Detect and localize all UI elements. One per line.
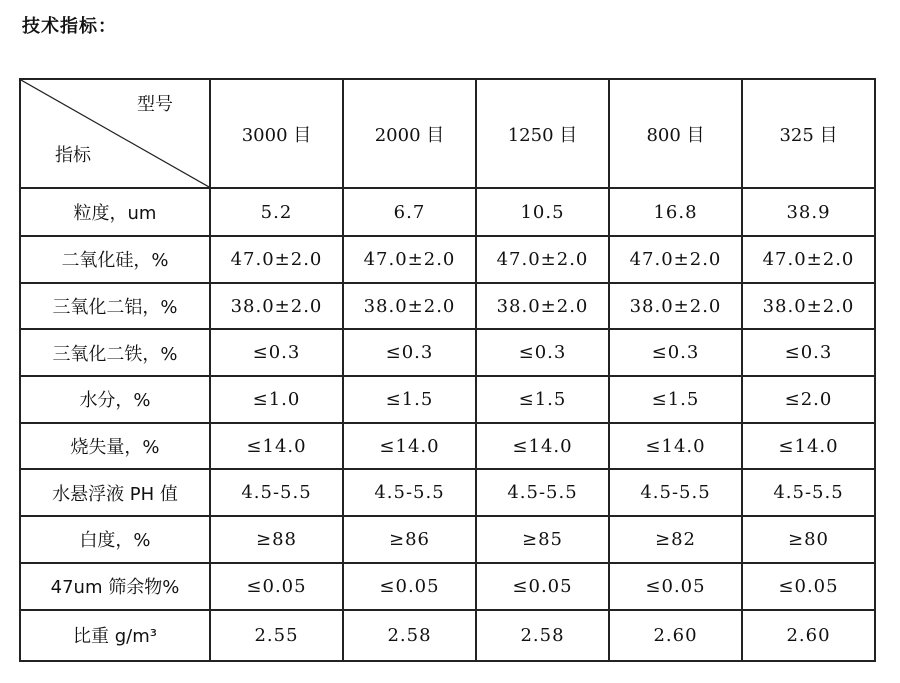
cell-value: ≤1.0 xyxy=(210,376,343,423)
cell-value: ≤14.0 xyxy=(343,423,476,470)
cell-value: 10.5 xyxy=(476,188,609,236)
cell-value: 16.8 xyxy=(609,188,742,236)
cell-value: 4.5-5.5 xyxy=(476,469,609,516)
cell-value: ≤0.05 xyxy=(210,563,343,610)
cell-value: 38.0±2.0 xyxy=(609,283,742,330)
table-row xyxy=(20,188,875,236)
model-header: 3000 目 xyxy=(210,79,343,188)
cell-value: 47.0±2.0 xyxy=(609,236,742,283)
corner-cell xyxy=(20,79,210,188)
model-header: 325 目 xyxy=(742,79,875,188)
cell-value: 5.2 xyxy=(210,188,343,236)
corner-label-model: 型号 xyxy=(137,94,173,115)
cell-value: ≤14.0 xyxy=(210,423,343,470)
cell-value: 47.0±2.0 xyxy=(210,236,343,283)
corner-label-index: 指标 xyxy=(55,145,91,166)
table-row xyxy=(20,469,875,516)
cell-value: ≤0.3 xyxy=(609,329,742,376)
row-label: 白度，% xyxy=(20,516,210,563)
cell-value: ≤0.05 xyxy=(476,563,609,610)
model-header: 800 目 xyxy=(609,79,742,188)
row-label: 粒度，um xyxy=(20,188,210,236)
table-row xyxy=(20,563,875,610)
cell-value: 2.60 xyxy=(742,610,875,661)
cell-value: 4.5-5.5 xyxy=(343,469,476,516)
cell-value: 47.0±2.0 xyxy=(343,236,476,283)
cell-value: ≤0.3 xyxy=(210,329,343,376)
cell-value: ≥82 xyxy=(609,516,742,563)
table-row xyxy=(20,236,875,283)
row-label: 水分，% xyxy=(20,376,210,423)
cell-value: 38.0±2.0 xyxy=(343,283,476,330)
cell-value: 38.0±2.0 xyxy=(476,283,609,330)
page-title: 技术指标： xyxy=(22,16,117,37)
cell-value: ≥88 xyxy=(210,516,343,563)
row-label: 47um 筛余物% xyxy=(20,563,210,610)
cell-value: ≤1.5 xyxy=(476,376,609,423)
table-row xyxy=(20,329,875,376)
cell-value: ≤0.3 xyxy=(742,329,875,376)
cell-value: ≤2.0 xyxy=(742,376,875,423)
row-label: 三氧化二铝，% xyxy=(20,283,210,330)
cell-value: 4.5-5.5 xyxy=(609,469,742,516)
cell-value: ≤1.5 xyxy=(343,376,476,423)
row-label: 烧失量，% xyxy=(20,423,210,470)
row-label: 比重 g/m³ xyxy=(20,610,210,661)
cell-value: 2.58 xyxy=(476,610,609,661)
cell-value: 2.60 xyxy=(609,610,742,661)
cell-value: 2.55 xyxy=(210,610,343,661)
diagonal-divider xyxy=(21,80,209,187)
cell-value: ≥85 xyxy=(476,516,609,563)
cell-value: ≤0.05 xyxy=(609,563,742,610)
row-label: 三氧化二铁，% xyxy=(20,329,210,376)
row-label: 二氧化硅，% xyxy=(20,236,210,283)
cell-value: 47.0±2.0 xyxy=(742,236,875,283)
cell-value: ≥86 xyxy=(343,516,476,563)
cell-value: 38.0±2.0 xyxy=(742,283,875,330)
cell-value: 6.7 xyxy=(343,188,476,236)
spec-table xyxy=(19,78,876,662)
cell-value: ≤1.5 xyxy=(609,376,742,423)
table-row xyxy=(20,610,875,661)
cell-value: ≤0.05 xyxy=(742,563,875,610)
model-header: 1250 目 xyxy=(476,79,609,188)
header-row xyxy=(20,79,875,188)
table-row xyxy=(20,423,875,470)
cell-value: ≤0.05 xyxy=(343,563,476,610)
cell-value: ≤14.0 xyxy=(609,423,742,470)
cell-value: 4.5-5.5 xyxy=(742,469,875,516)
model-header: 2000 目 xyxy=(343,79,476,188)
cell-value: 38.9 xyxy=(742,188,875,236)
table-row xyxy=(20,283,875,330)
cell-value: 38.0±2.0 xyxy=(210,283,343,330)
row-label: 水悬浮液 PH 值 xyxy=(20,469,210,516)
cell-value: 4.5-5.5 xyxy=(210,469,343,516)
cell-value: 47.0±2.0 xyxy=(476,236,609,283)
cell-value: ≤0.3 xyxy=(343,329,476,376)
cell-value: ≥80 xyxy=(742,516,875,563)
table-row xyxy=(20,516,875,563)
table-row xyxy=(20,376,875,423)
cell-value: ≤14.0 xyxy=(476,423,609,470)
cell-value: ≤14.0 xyxy=(742,423,875,470)
cell-value: ≤0.3 xyxy=(476,329,609,376)
cell-value: 2.58 xyxy=(343,610,476,661)
